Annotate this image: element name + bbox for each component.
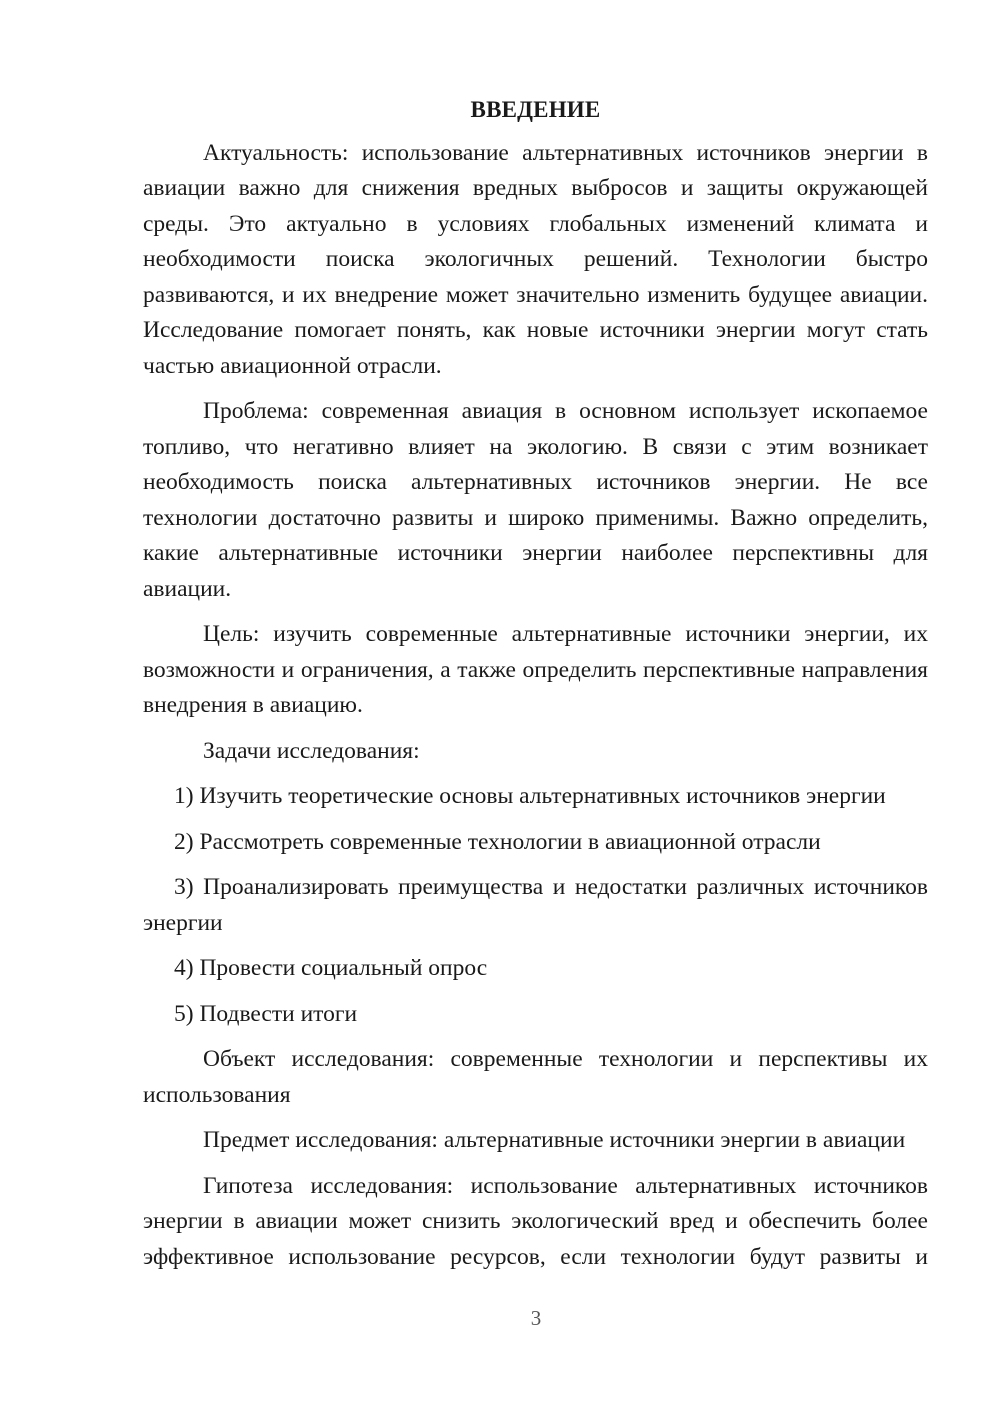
subject-paragraph: Предмет исследования: альтернативные источники энергии в авиации [203, 1127, 906, 1153]
problem-paragraph: Проблема: современная авиация в основном использует ископаемое топливо, что негативно влияет на экологию. В связи с этим возникает необходимость поиска альтернативных источников энергии. Не все технологии достаточно развиты и широко применимы. Важно определить, какие альтернативные источники энергии наиболее перспективны для авиации. [143, 398, 928, 602]
page-number: 3 [530, 1306, 542, 1330]
task-item: 2) Рассмотреть современные технологии в авиационной отрасли [174, 828, 821, 855]
hypothesis-paragraph: Гипотеза исследования: использование альтернативных источников энергии в авиации может снизить экологический вред и обеспечить более эффективное использование ресурсов, если технологии будут развиты и [143, 1172, 928, 1270]
task-item: 1) Изучить теоретические основы альтернативных источников энергии [174, 783, 886, 809]
task-item: 5) Подвести итоги [174, 1000, 358, 1027]
tasks-heading: Задачи исследования: [203, 737, 420, 764]
task-item: 4) Провести социальный опрос [174, 955, 488, 981]
page-body [143, 92, 928, 1285]
task-item: 3) Проанализировать преимущества и недостатки различных источников энергии [143, 874, 928, 936]
object-paragraph: Объект исследования: современные технологии и перспективы их использования [143, 1046, 928, 1108]
goal-paragraph: Цель: изучить современные альтернативные источники энергии, их возможности и ограничения, а также определить перспективные направления внедрения в авиацию. [143, 621, 928, 718]
relevance-paragraph: Актуальность: использование альтернативных источников энергии в авиации важно для снижения вредных выбросов и защиты окружающей среды. Это актуально в условиях глобальных изменений климата и необходимости поиска экологичных решений. Технологии быстро развиваются, и их внедрение может значительно изменить будущее авиации. Исследование помогает понять, как новые источники энергии могут стать частью авиационной отрасли. [143, 139, 928, 379]
section-title: ВВЕДЕНИЕ [470, 97, 601, 122]
